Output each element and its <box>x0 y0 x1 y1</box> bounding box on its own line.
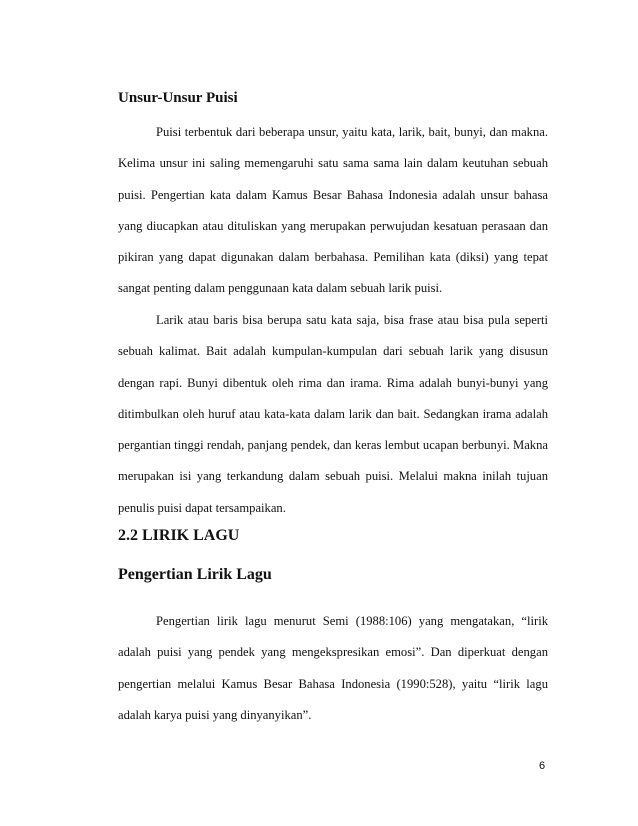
paragraph-larik-bait: Larik atau baris bisa berupa satu kata saja, bisa frase atau bisa pula seperti sebuah kalimat. Bait adalah kumpulan-kumpulan dari sebuah larik yang disusun dengan rapi. Bunyi dibentuk oleh rima dan irama. Rima adalah bunyi-bunyi yang ditimbulkan oleh huruf atau kata-kata dalam larik dan bait. Sedangkan irama adalah pergantian tinggi rendah, panjang pendek, dan keras lembut ucapan berbunyi. Makna merupakan isi yang terkandung dalam sebuah puisi. Melalui makna inilah tujuan penulis puisi dapat tersampaikan. <box>118 313 548 515</box>
section-heading-lirik-lagu: 2.2 LIRIK LAGU <box>118 527 240 544</box>
paragraph-pengertian-lirik: Pengertian lirik lagu menurut Semi (1988:106) yang mengatakan, “lirik adalah puisi yang pendek yang mengekspresikan emosi”. Dan diperkuat dengan pengertian melalui Kamus Besar Bahasa Indonesia (1990:528), yaitu “lirik lagu adalah karya puisi yang dinyanyikan”. <box>118 614 548 722</box>
subheading-pengertian-lirik-lagu: Pengertian Lirik Lagu <box>118 566 272 583</box>
paragraph-unsur-puisi: Puisi terbentuk dari beberapa unsur, yaitu kata, larik, bait, bunyi, dan makna. Kelima unsur ini saling memengaruhi satu sama sama lain dalam keutuhan sebuah puisi. Pengertian kata dalam Kamus Besar Bahasa Indonesia adalah unsur bahasa yang diucapkan atau dituliskan yang merupakan perwujudan kesatuan perasaan dan pikiran yang dapat digunakan dalam berbahasa. Pemilihan kata (diksi) yang tepat sangat penting dalam penggunaan kata dalam sebuah larik puisi. <box>118 125 548 296</box>
heading-unsur-unsur-puisi: Unsur-Unsur Puisi <box>118 90 238 106</box>
page-number: 6 <box>539 760 546 772</box>
